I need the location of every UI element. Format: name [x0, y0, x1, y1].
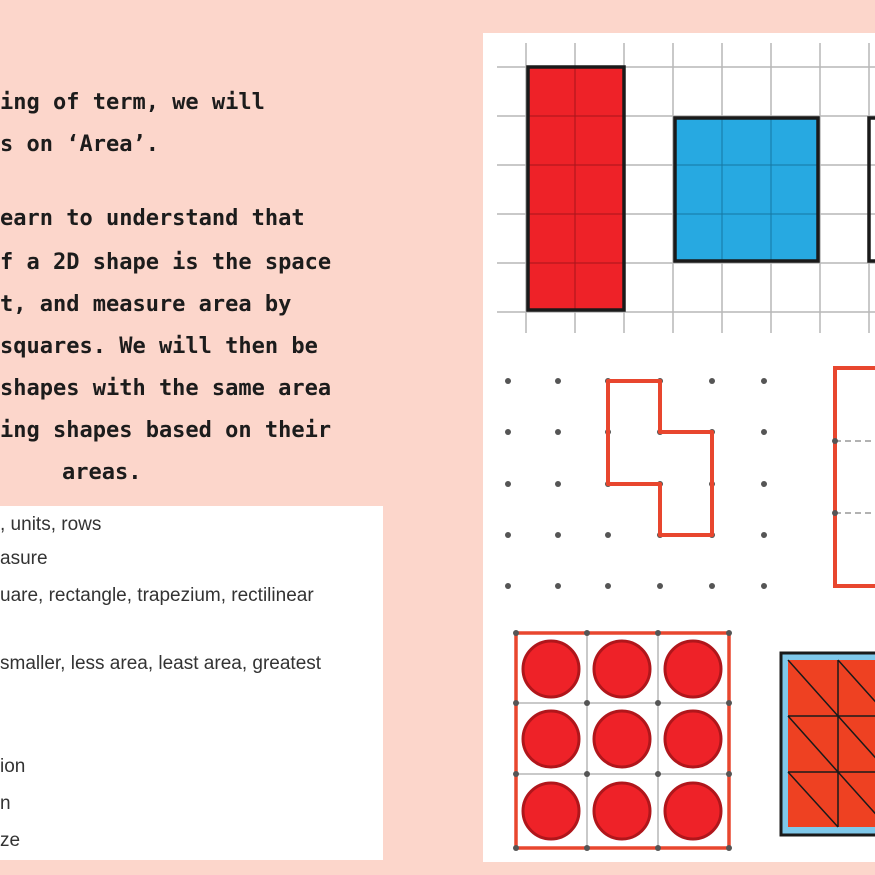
vocabulary-item: n: [0, 793, 11, 814]
trapezium-partial: [832, 368, 875, 586]
intro-line: areas.: [62, 460, 142, 485]
intro-line: s on ‘Area’.: [0, 132, 159, 157]
vocabulary-item: asure: [0, 548, 48, 569]
vocabulary-item: ze: [0, 830, 21, 851]
vocabulary-item: , units, rows: [0, 514, 102, 535]
vocabulary-panel: [0, 506, 383, 860]
intro-line: ing shapes based on their: [0, 418, 332, 443]
vocabulary-item: smaller, less area, least area, greatest: [0, 653, 322, 674]
area-figures: [483, 33, 875, 862]
intro-line: earn to understand that: [0, 206, 305, 231]
intro-line: f a 2D shape is the space: [0, 250, 332, 275]
vocabulary-item: uare, rectangle, trapezium, rectilinear: [0, 585, 314, 606]
vocabulary-item: ion: [0, 756, 26, 777]
intro-line: t, and measure area by: [0, 292, 292, 317]
intro-line: ing of term, we will: [0, 90, 265, 115]
circle-grid-shape: [513, 630, 732, 851]
partial-shape-outline: [869, 118, 875, 261]
red-rectangle: [528, 67, 624, 310]
rectilinear-shape: [608, 381, 712, 535]
blue-square: [675, 118, 818, 261]
intro-line: shapes with the same area: [0, 376, 332, 401]
triangle-tiling-shape: [781, 653, 875, 835]
area-figures-panel: [483, 33, 875, 862]
intro-line: squares. We will then be: [0, 334, 318, 359]
